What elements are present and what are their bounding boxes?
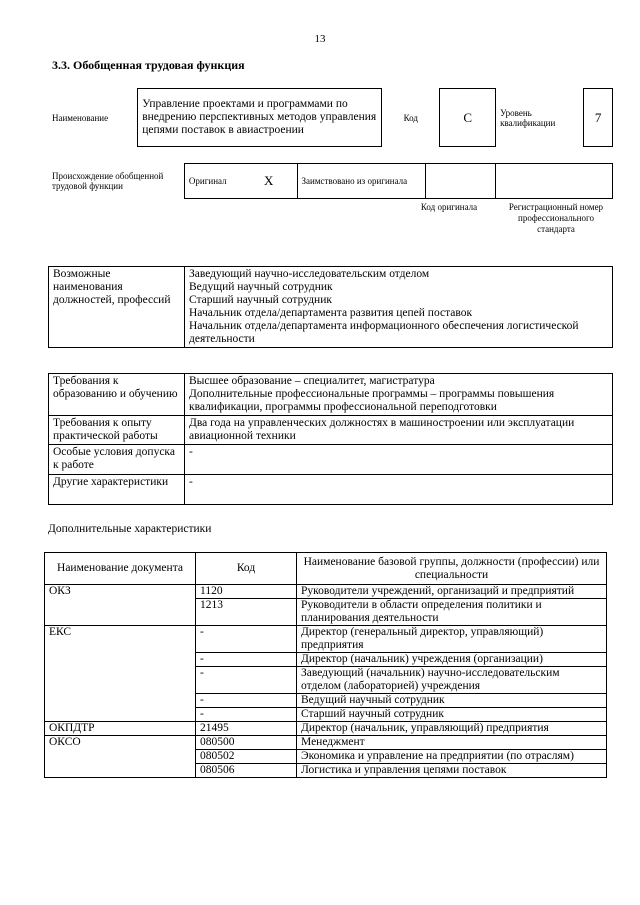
doc-cell: ОКПДТР	[45, 722, 196, 736]
name-cell: Ведущий научный сотрудник	[297, 694, 607, 708]
list-item: Начальник отдела/департамента информационного обеспечения логистической деятельности	[189, 320, 579, 345]
doc-cell	[45, 708, 196, 722]
doc-cell	[45, 750, 196, 764]
requirement-line: Дополнительные профессиональные программы – программы повышения квалификации, программы профессиональной переподготовки	[189, 388, 555, 413]
other-characteristics-value: -	[185, 475, 613, 505]
origin-label: Происхождение обобщенной трудовой функции	[52, 171, 164, 191]
doc-cell	[45, 694, 196, 708]
doc-cell	[45, 764, 196, 778]
table-row	[45, 736, 607, 750]
original-mark: X	[260, 164, 297, 199]
experience-label: Требования к опыту практической работы	[49, 416, 185, 445]
code-cell: -	[196, 667, 297, 694]
name-cell: Логистика и управления цепями поставок	[297, 764, 607, 778]
table-row	[45, 667, 607, 694]
list-item: Старший научный сотрудник	[189, 294, 332, 306]
positions-label: Возможные наименования должностей, профессий	[49, 267, 185, 348]
column-header: Код	[196, 553, 297, 585]
name-cell: Директор (начальник, управляющий) предприятия	[297, 722, 607, 736]
table-row	[45, 708, 607, 722]
name-cell: Менеджмент	[297, 736, 607, 750]
original-code-cell	[426, 164, 496, 199]
name-cell: Старший научный сотрудник	[297, 708, 607, 722]
section-title: 3.3. Обобщенная трудовая функция	[52, 58, 245, 72]
name-cell: Заведующий (начальник) научно-исследовательским отделом (лабораторией) учреждения	[297, 667, 607, 694]
column-header: Наименование документа	[45, 553, 196, 585]
code-cell: -	[196, 626, 297, 653]
doc-cell	[45, 599, 196, 626]
code-cell: -	[196, 653, 297, 667]
table-row	[45, 585, 607, 599]
registration-number-cell	[496, 164, 613, 199]
name-cell: Директор (генеральный директор, управляющий) предприятия	[297, 626, 607, 653]
name-label: Наименование	[52, 112, 109, 123]
function-name: Управление проектами и программами по внедрению перспективных методов управления цепями поставок в авиастроении	[138, 89, 382, 147]
additional-characteristics-title: Дополнительные характеристики	[48, 523, 212, 535]
table-row	[45, 722, 607, 736]
table-row	[45, 694, 607, 708]
other-characteristics-label: Другие характеристики	[49, 475, 185, 505]
code-cell: 080506	[196, 764, 297, 778]
requirements-table	[48, 373, 613, 505]
code-cell: -	[196, 694, 297, 708]
name-cell: Экономика и управление на предприятии (по отраслям)	[297, 750, 607, 764]
table-row	[45, 599, 607, 626]
code-original-caption: Код оригинала	[420, 202, 478, 212]
table-row	[45, 626, 607, 653]
code-value: C	[440, 89, 496, 147]
reg-number-caption: Регистрационный номер профессионального стандарта	[508, 202, 604, 234]
requirement-line: Высшее образование – специалитет, магистратура	[189, 375, 435, 387]
name-cell: Руководители в области определения политики и планирования деятельности	[297, 599, 607, 626]
experience-value: Два года на управленческих должностях в машиностроении или эксплуатации авиационной техники	[185, 416, 613, 445]
name-cell: Директор (начальник) учреждения (организации)	[297, 653, 607, 667]
origin-table	[48, 163, 613, 199]
code-cell: 21495	[196, 722, 297, 736]
doc-cell: ОКЗ	[45, 585, 196, 599]
page-number: 13	[314, 33, 326, 45]
name-cell: Руководители учреждений, организаций и предприятий	[297, 585, 607, 599]
special-conditions-value: -	[185, 445, 613, 475]
code-cell: -	[196, 708, 297, 722]
column-header: Наименование базовой группы, должности (профессии) или специальности	[297, 553, 607, 585]
doc-cell: ЕКС	[45, 626, 196, 653]
positions-list	[185, 267, 613, 348]
list-item: Начальник отдела/департамента развития цепей поставок	[189, 307, 473, 319]
table-row	[45, 750, 607, 764]
list-item: Ведущий научный сотрудник	[189, 281, 333, 293]
table-row	[45, 764, 607, 778]
level-value: 7	[584, 89, 613, 147]
positions-table	[48, 266, 613, 348]
education-value	[185, 374, 613, 416]
code-cell: 1213	[196, 599, 297, 626]
list-item: Заведующий научно-исследовательским отделом	[189, 268, 430, 280]
special-conditions-label: Особые условия допуска к работе	[49, 445, 185, 475]
code-cell: 1120	[196, 585, 297, 599]
original-label: Оригинал	[184, 164, 260, 199]
doc-cell: ОКСО	[45, 736, 196, 750]
table-row	[45, 653, 607, 667]
code-label: Код	[403, 112, 418, 123]
code-cell: 080500	[196, 736, 297, 750]
borrowed-label: Заимствовано из оригинала	[297, 164, 426, 199]
additional-characteristics-table	[44, 552, 607, 778]
level-label: Уровень квалификации	[500, 107, 556, 128]
doc-cell	[45, 653, 196, 667]
doc-cell	[45, 667, 196, 694]
education-label: Требования к образованию и обучению	[49, 374, 185, 416]
function-header-table	[48, 88, 613, 147]
code-cell: 080502	[196, 750, 297, 764]
